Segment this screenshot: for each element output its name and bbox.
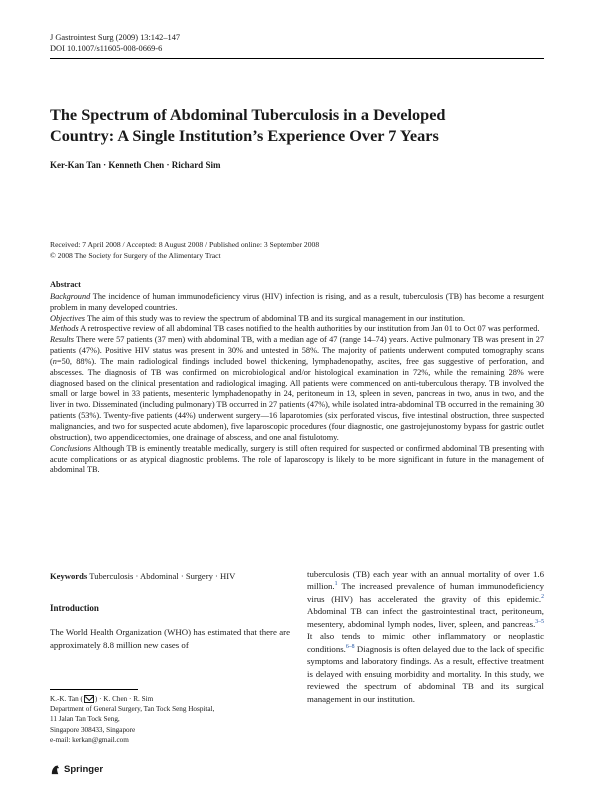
- title-line-1: The Spectrum of Abdominal Tuberculosis in a Developed: [50, 105, 446, 124]
- reference-1[interactable]: 1: [334, 581, 338, 588]
- publisher-logo: [50, 764, 103, 775]
- abstract-results: [50, 335, 544, 443]
- publisher-name: Springer: [64, 764, 104, 775]
- affiliation-authors: [50, 694, 214, 704]
- results-label: Results: [50, 335, 74, 345]
- intro-text-1: tuberculosis (TB) each year with an annual mortality of over 1.6 million.: [307, 569, 544, 592]
- intro-text-4: It also tends to mimic other inflammatory or neoplastic conditions.: [307, 631, 544, 654]
- publication-history: [50, 240, 319, 261]
- abstract-heading: Abstract: [50, 280, 81, 289]
- reference-2[interactable]: 2: [541, 593, 544, 600]
- abstract-background: [50, 292, 544, 314]
- results-n: n: [52, 356, 57, 366]
- affiliation-street: 11 Jalan Tan Tock Seng,: [50, 715, 120, 724]
- corresponding-author: K.-K. Tan (: [50, 695, 83, 703]
- results-text-a: There were 57 patients (37 men) with abdominal TB, with a median age of 47 (range 14–74) years. Active pulmonary TB was present in 27 patients (47%). Positive HIV status was present in 30% and untested in 58%. The majority of patients underwent computed tomography scans (: [50, 335, 544, 366]
- background-text: The incidence of human immunodeficiency virus (HIV) infection is rising, and as a result, tuberculosis (TB) has become a resurgent problem in many developed countries.: [50, 291, 544, 312]
- intro-text-2: The increased prevalence of human immunodeficiency virus (HIV) has accelerated the gravity of this epidemic.: [307, 581, 544, 604]
- journal-citation: J Gastrointest Surg (2009) 13:142–147: [50, 33, 181, 42]
- intro-paragraph-continued: [307, 568, 544, 705]
- methods-label: Methods: [50, 324, 79, 334]
- conclusions-text: Although TB is eminently treatable medically, surgery is still often required for suspected or confirmed abdominal TB presenting with acute complications or as atypical diagnostic problems. The role of laparoscopy is likely to be more significant in future in the management of abdominal TB.: [50, 443, 544, 475]
- abstract-objectives: [50, 314, 544, 325]
- reference-3-5[interactable]: 3–5: [535, 618, 544, 625]
- affiliation-email[interactable]: e-mail: kerkan@gmail.com: [50, 735, 129, 744]
- intro-left-column: [50, 626, 290, 651]
- author-affiliation: [50, 694, 214, 745]
- affiliation-department: Department of General Surgery, Tan Tock Seng Hospital,: [50, 705, 215, 714]
- methods-text: A retrospective review of all abdominal TB cases notified to the health authorities by our institution from Jan 01 to Oct 07 was performed.: [78, 324, 540, 334]
- conclusions-label: Conclusions: [50, 443, 92, 453]
- doi: DOI 10.1007/s11605-008-0669-6: [50, 44, 163, 53]
- intro-right-column: [307, 568, 544, 705]
- introduction-heading: Introduction: [50, 603, 99, 613]
- objectives-label: Objectives: [50, 313, 86, 323]
- intro-paragraph-start: The World Health Organization (WHO) has estimated that there are approximately 8.8 million new cases of: [50, 627, 290, 650]
- keywords: [50, 571, 235, 581]
- article-title: [50, 104, 530, 146]
- intro-text-3: Abdominal TB can infect the gastrointestinal tract, peritoneum, mesentery, abdominal lymph nodes, liver, spleen, and pancreas.: [307, 606, 544, 629]
- co-authors: ) · K. Chen · R. Sim: [94, 695, 154, 703]
- author-list: Ker-Kan Tan · Kenneth Chen · Richard Sim: [50, 160, 221, 170]
- keywords-text: Tuberculosis · Abdominal · Surgery · HIV: [87, 571, 236, 581]
- header-rule: [50, 58, 544, 59]
- received-dates: Received: 7 April 2008 / Accepted: 8 August 2008 / Published online: 3 September 2008: [50, 240, 320, 249]
- objectives-text: The aim of this study was to review the spectrum of abdominal TB and its surgical management in our institution.: [85, 313, 465, 323]
- abstract: [50, 280, 544, 476]
- reference-6-8[interactable]: 6–8: [345, 643, 355, 650]
- title-line-2: Country: A Single Institution’s Experience Over 7 Years: [50, 126, 439, 145]
- journal-info: [50, 32, 180, 54]
- intro-text-5: Diagnosis is often delayed due to the lack of specific symptoms and laboratory findings. As a result, effective treatment is delayed with ensuing morbidity and mortality. In this study, we reviewed the spectrum of abdominal TB and its surgical management in our institution.: [307, 643, 544, 704]
- abstract-conclusions: [50, 444, 544, 477]
- envelope-icon: [84, 695, 94, 703]
- affiliation-city: Singapore 308433, Singapore: [50, 725, 136, 734]
- article-page: [50, 0, 544, 791]
- springer-horse-icon: [50, 764, 61, 775]
- footnote-rule: [50, 689, 138, 690]
- abstract-methods: [50, 324, 544, 335]
- results-text-b: =50, 88%). The main radiological findings included bowel thickening, lymphadenopathy, ascites, free gas suggestive of perforation, and abscesses. The diagnosis of TB was confirmed on microbiological and/or histological examination in 72%, while the remaining 28% were diagnosed based on the clinical presentation and radiological imaging. All patients were commenced on anti-tuberculous therapy. TB involved the small or large bowel in 33 patients, mesenteric lymphadenopathy in 24, peritoneum in 13, spleen in seven, pancreas in two, anus in two, and the liver in two. Disseminated (including pulmonary) TB occurred in 27 patients (47%), while isolated intra-abdominal TB occurred in the remaining 30 patients (53%). Twenty-five patients (44%) underwent surgery—16 laparotomies (six perforated viscus, five intestinal obstruction, three suspected malignancies, and two for suspected acute abdomen), five laparoscopic procedures (four diagnostic, one gastrojejunostomy bypass for gastric outlet obstruction), two appendicectomies, one drainage of abscess, and one anal fistulotomy.: [50, 356, 544, 442]
- keywords-label: Keywords: [50, 571, 88, 581]
- background-label: Background: [50, 291, 91, 301]
- copyright-notice: © 2008 The Society for Surgery of the Alimentary Tract: [50, 250, 221, 260]
